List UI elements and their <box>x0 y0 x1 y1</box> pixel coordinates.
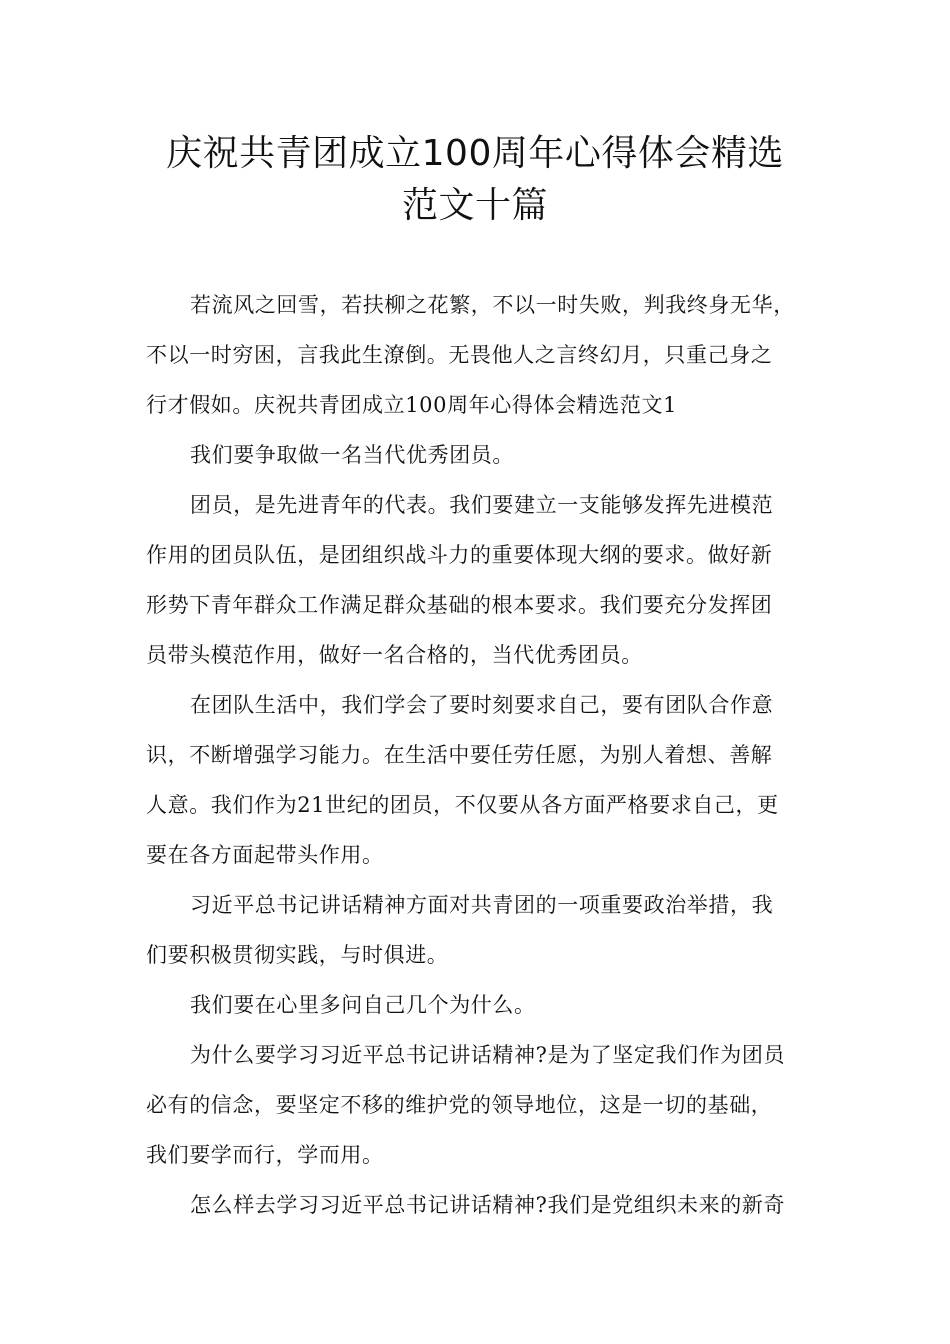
paragraph-6 <box>146 980 816 1030</box>
paragraph-3 <box>146 480 816 680</box>
paragraph-2 <box>146 430 816 480</box>
paragraph-1 <box>146 280 816 430</box>
text-line: 在团队生活中，我们学会了要时刻要求自己，要有团队合作意 <box>190 693 774 717</box>
text-line: 们要积极贯彻实践，与时俱进。 <box>146 943 449 967</box>
text-line: 团员，是先进青年的代表。我们要建立一支能够发挥先进模范 <box>190 493 774 517</box>
text-line: 我们要在心里多问自己几个为什么。 <box>190 993 536 1017</box>
document-body <box>146 280 816 1230</box>
paragraph-7 <box>146 1030 816 1180</box>
text-line: 习近平总书记讲话精神方面对共青团的一项重要政治举措，我 <box>190 893 774 917</box>
document-title <box>100 128 850 232</box>
text-line: 行才假如。庆祝共青团成立100周年心得体会精选范文1 <box>146 393 678 417</box>
text-line: 不以一时穷困，言我此生潦倒。无畏他人之言终幻月，只重己身之 <box>146 343 773 367</box>
title-line-2: 范文十篇 <box>401 185 548 226</box>
title-line-1: 庆祝共青团成立100周年心得体会精选 <box>166 133 784 174</box>
text-line: 我们要学而行，学而用。 <box>146 1143 384 1167</box>
text-line: 怎么样去学习习近平总书记讲话精神?我们是党组织未来的新奇 <box>190 1193 786 1217</box>
text-line: 必有的信念，要坚定不移的维护党的领导地位，这是一切的基础， <box>146 1093 773 1117</box>
text-line: 形势下青年群众工作满足群众基础的根本要求。我们要充分发挥团 <box>146 593 773 617</box>
paragraph-8 <box>146 1180 816 1230</box>
text-line: 我们要争取做一名当代优秀团员。 <box>190 443 514 467</box>
text-line: 为什么要学习习近平总书记讲话精神?是为了坚定我们作为团员 <box>190 1043 786 1067</box>
text-line: 人意。我们作为21世纪的团员，不仅要从各方面严格要求自己，更 <box>146 793 779 817</box>
text-line: 要在各方面起带头作用。 <box>146 843 384 867</box>
paragraph-5 <box>146 880 816 980</box>
text-line: 作用的团员队伍，是团组织战斗力的重要体现大纲的要求。做好新 <box>146 543 773 567</box>
text-line: 员带头模范作用，做好一名合格的，当代优秀团员。 <box>146 643 643 667</box>
text-line: 识，不断增强学习能力。在生活中要任劳任愿，为别人着想、善解 <box>146 743 773 767</box>
text-line: 若流风之回雪，若扶柳之花繁，不以一时失败，判我终身无华， <box>190 293 795 317</box>
paragraph-4 <box>146 680 816 880</box>
